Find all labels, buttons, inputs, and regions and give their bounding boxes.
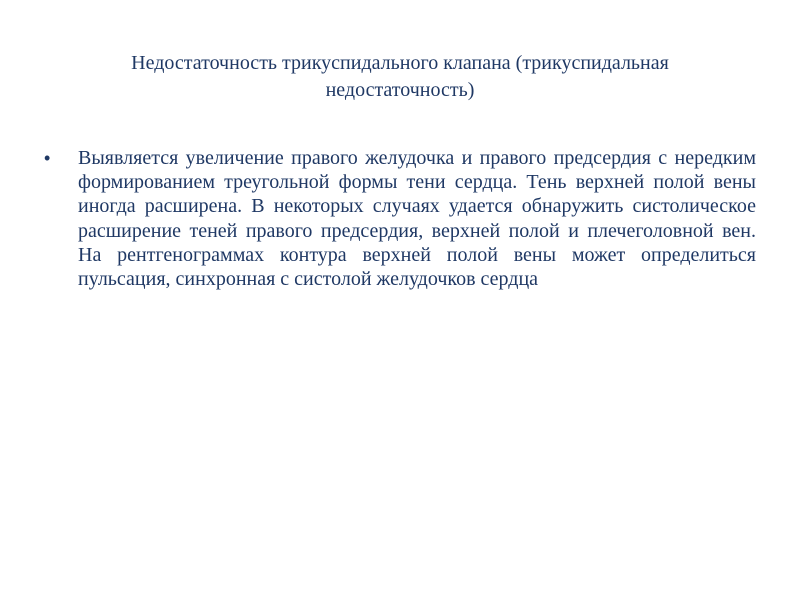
bullet-marker: • xyxy=(44,148,51,168)
bullet-item xyxy=(44,146,756,291)
bullet-list xyxy=(44,146,756,291)
bullet-text: Выявляется увеличение правого желудочка и правого предсердия с нередким формированием треугольной формы тени сердца. Тень верхней полой вены иногда расширена. В некоторых случаях удается обнаружить систолическое расширение теней правого предсердия, верхней полой и плечеголовной вен. На рентгенограммах контура верхней полой вены может определиться пульсация, синхронная с систолой желудочков сердца xyxy=(78,147,756,291)
slide-title: Недостаточность трикуспидального клапана (трикуспидальная недостаточность) xyxy=(131,52,669,101)
